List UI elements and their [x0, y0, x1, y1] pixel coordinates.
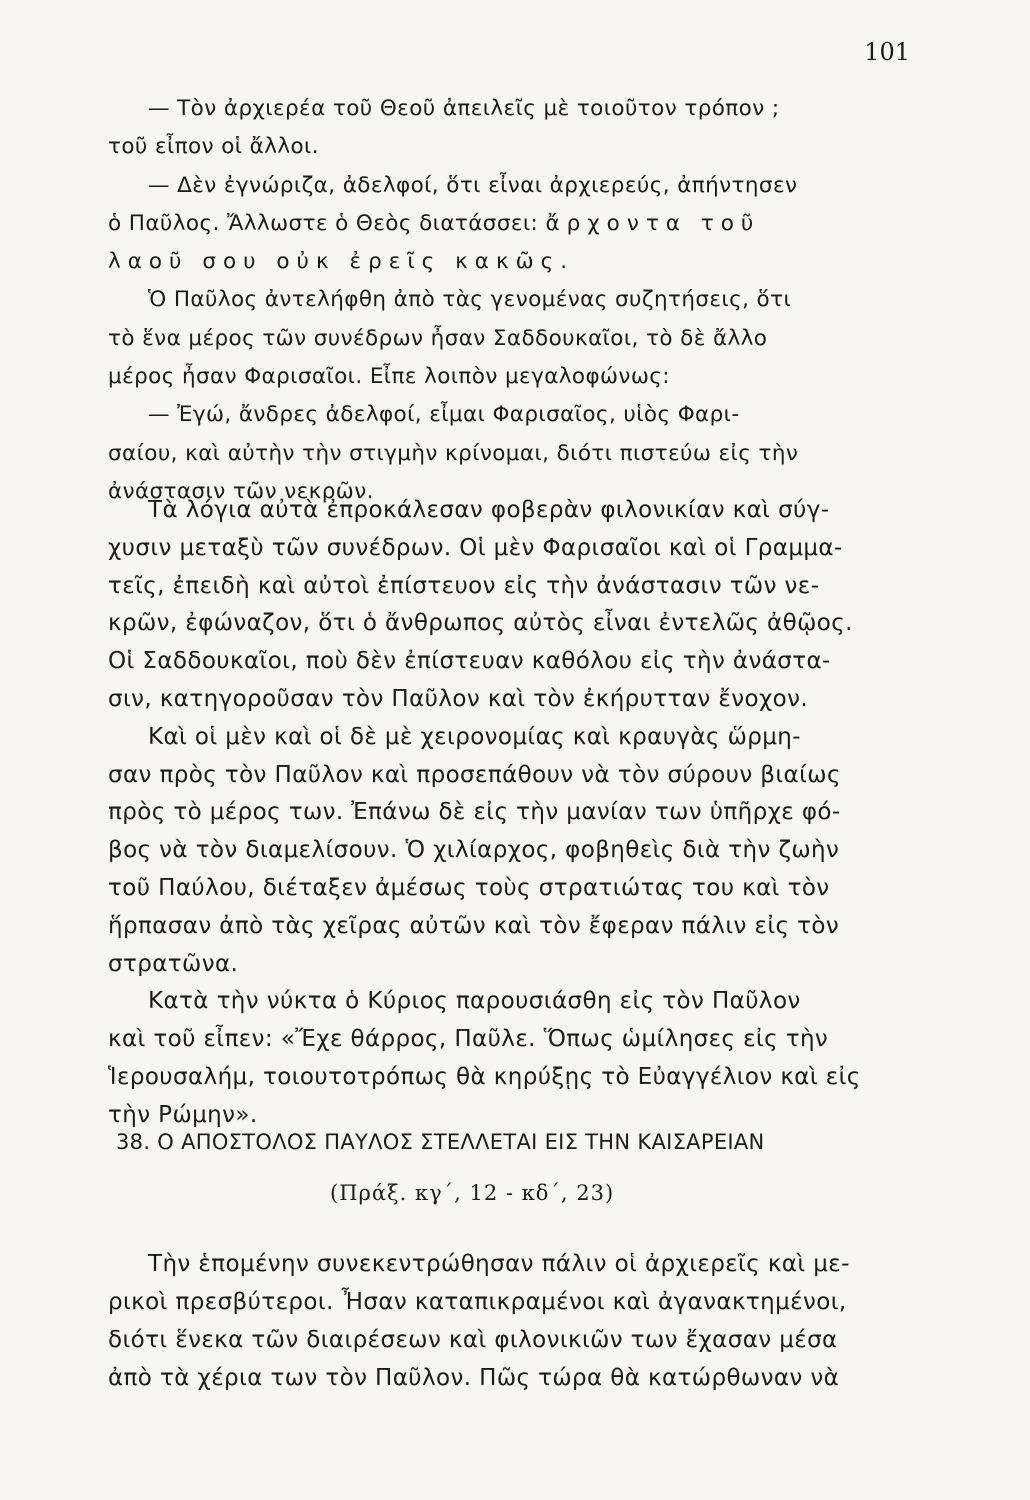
- text-line: μέρος ἦσαν Φαρισαῖοι. Εἶπε λοιπὸν μεγαλοφώνως:: [108, 364, 670, 390]
- text-line: ἥρπασαν ἀπὸ τὰς χεῖρας αὐτῶν καὶ τὸν ἔφεραν πάλιν εἰς τὸν: [108, 912, 840, 939]
- text-segment: ὁ Παῦλος. Ἄλλωστε ὁ Θεὸς διατάσσει:: [108, 210, 539, 236]
- text-line: ἀπὸ τὰ χέρια των τὸν Παῦλον. Πῶς τώρα θὰ κατώρθωναν νὰ: [108, 1365, 840, 1391]
- text-line: τεῖς, ἐπειδὴ καὶ αὐτοὶ ἐπίστευον εἰς τὴν ἀνάστασιν τῶν νε-: [108, 572, 820, 599]
- text-line: Κατὰ τὴν νύκτα ὁ Κύριος παρουσιάσθη εἰς τὸν Παῦλον: [148, 988, 801, 1015]
- text-line: πρὸς τὸ μέρος των. Ἐπάνω δὲ εἰς τὴν μανίαν των ὑπῆρχε φό-: [108, 799, 841, 826]
- text-line: τὴν Ρώμην».: [108, 1101, 258, 1128]
- text-block-dialogue: [108, 90, 923, 511]
- text-line: — Δὲν ἐγνώριζα, ἀδελφοί, ὅτι εἶναι ἀρχιερεύς, ἀπήντησεν: [148, 172, 798, 198]
- scripture-reference: (Πράξ. κγ΄, 12 - κδ΄, 23): [330, 1181, 615, 1205]
- text-line: Ἱερουσαλήμ, τοιουτοτρόπως θὰ κηρύξῃς τὸ Εὐαγγέλιον καὶ εἰς: [108, 1063, 861, 1090]
- text-line: χυσιν μεταξὺ τῶν συνέδρων. Οἱ μὲν Φαρισαῖοι καὶ οἱ Γραμμα-: [108, 534, 843, 561]
- text-line: τὸ ἕνα μέρος τῶν συνέδρων ἦσαν Σαδδουκαῖοι, τὸ δὲ ἄλλο: [108, 325, 768, 351]
- text-line: ρικοὶ πρεσβύτεροι. Ἦσαν καταπικραμένοι καὶ ἀγανακτημένοι,: [108, 1289, 847, 1315]
- text-line: ἀνάστασιν τῶν νεκρῶν.: [108, 478, 374, 504]
- text-line: τοῦ εἶπον οἱ ἄλλοι.: [108, 134, 319, 160]
- text-line: τοῦ Παύλου, διέταξεν ἀμέσως τοὺς στρατιώτας του καὶ τὸν: [108, 874, 830, 901]
- text-block-narrative: [108, 492, 923, 1135]
- text-line: βος νὰ τὸν διαμελίσουν. Ὁ χιλίαρχος, φοβηθεὶς διὰ τὴν ζωὴν: [108, 837, 840, 864]
- text-line: Ὁ Παῦλος ἀντελήφθη ἀπὸ τὰς γενομένας συζητήσεις, ὅτι: [148, 287, 792, 313]
- text-line: καὶ τοῦ εἶπεν: «Ἔχε θάρρος, Παῦλε. Ὅπως ὡμίλησες εἰς τὴν: [108, 1026, 829, 1053]
- text-line: στρατῶνα.: [108, 950, 239, 977]
- section-title: 38. Ο ΑΠΟΣΤΟΛΟΣ ΠΑΥΛΟΣ ΣΤΕΛΛΕΤΑΙ ΕΙΣ ΤΗΝ ΚΑΙΣΑΡΕΙΑΝ: [116, 1130, 765, 1154]
- text-line: κρῶν, ἐφώναζον, ὅτι ὁ ἄνθρωπος αὐτὸς εἶναι ἐντελῶς ἀθῷος.: [108, 610, 853, 637]
- spaced-quote: ἄρχοντα τοῦ: [545, 210, 761, 236]
- text-line: σιν, κατηγοροῦσαν τὸν Παῦλον καὶ τὸν ἐκήρυτταν ἔνοχον.: [108, 685, 809, 712]
- text-line: — Ἐγώ, ἄνδρες ἀδελφοί, εἶμαι Φαρισαῖος, υἱὸς Φαρι-: [148, 402, 740, 428]
- text-line: σαίου, καὶ αὐτὴν τὴν στιγμὴν κρίνομαι, διότι πιστεύω εἰς τὴν: [108, 440, 799, 466]
- text-line: σαν πρὸς τὸν Παῦλον καὶ προσεπάθουν νὰ τὸν σύρουν βιαίως: [108, 761, 841, 788]
- text-line: Τὰ λόγια αὐτὰ ἐπροκάλεσαν φοβερὰν φιλονικίαν καὶ σύγ-: [148, 497, 830, 523]
- text-line: — Τὸν ἀρχιερέα τοῦ Θεοῦ ἀπειλεῖς μὲ τοιοῦτον τρόπον ;: [148, 96, 780, 121]
- text-block-continuation: [108, 1245, 923, 1397]
- text-line: Οἱ Σαδδουκαῖοι, ποὺ δὲν ἐπίστευαν καθόλου εἰς τὴν ἀνάστα-: [108, 648, 831, 675]
- spaced-quote-line: λαοῦ σου οὐκ ἐρεῖς κακῶς.: [108, 249, 575, 275]
- page-number: 101: [864, 38, 910, 66]
- text-line: Τὴν ἑπομένην συνεκεντρώθησαν πάλιν οἱ ἀρχιερεῖς καὶ με-: [148, 1251, 850, 1277]
- text-line: Καὶ οἱ μὲν καὶ οἱ δὲ μὲ χειρονομίας καὶ κραυγὰς ὥρμη-: [148, 723, 801, 750]
- text-line: [108, 205, 923, 243]
- text-line: διότι ἕνεκα τῶν διαιρέσεων καὶ φιλονικιῶν των ἔχασαν μέσα: [108, 1327, 838, 1353]
